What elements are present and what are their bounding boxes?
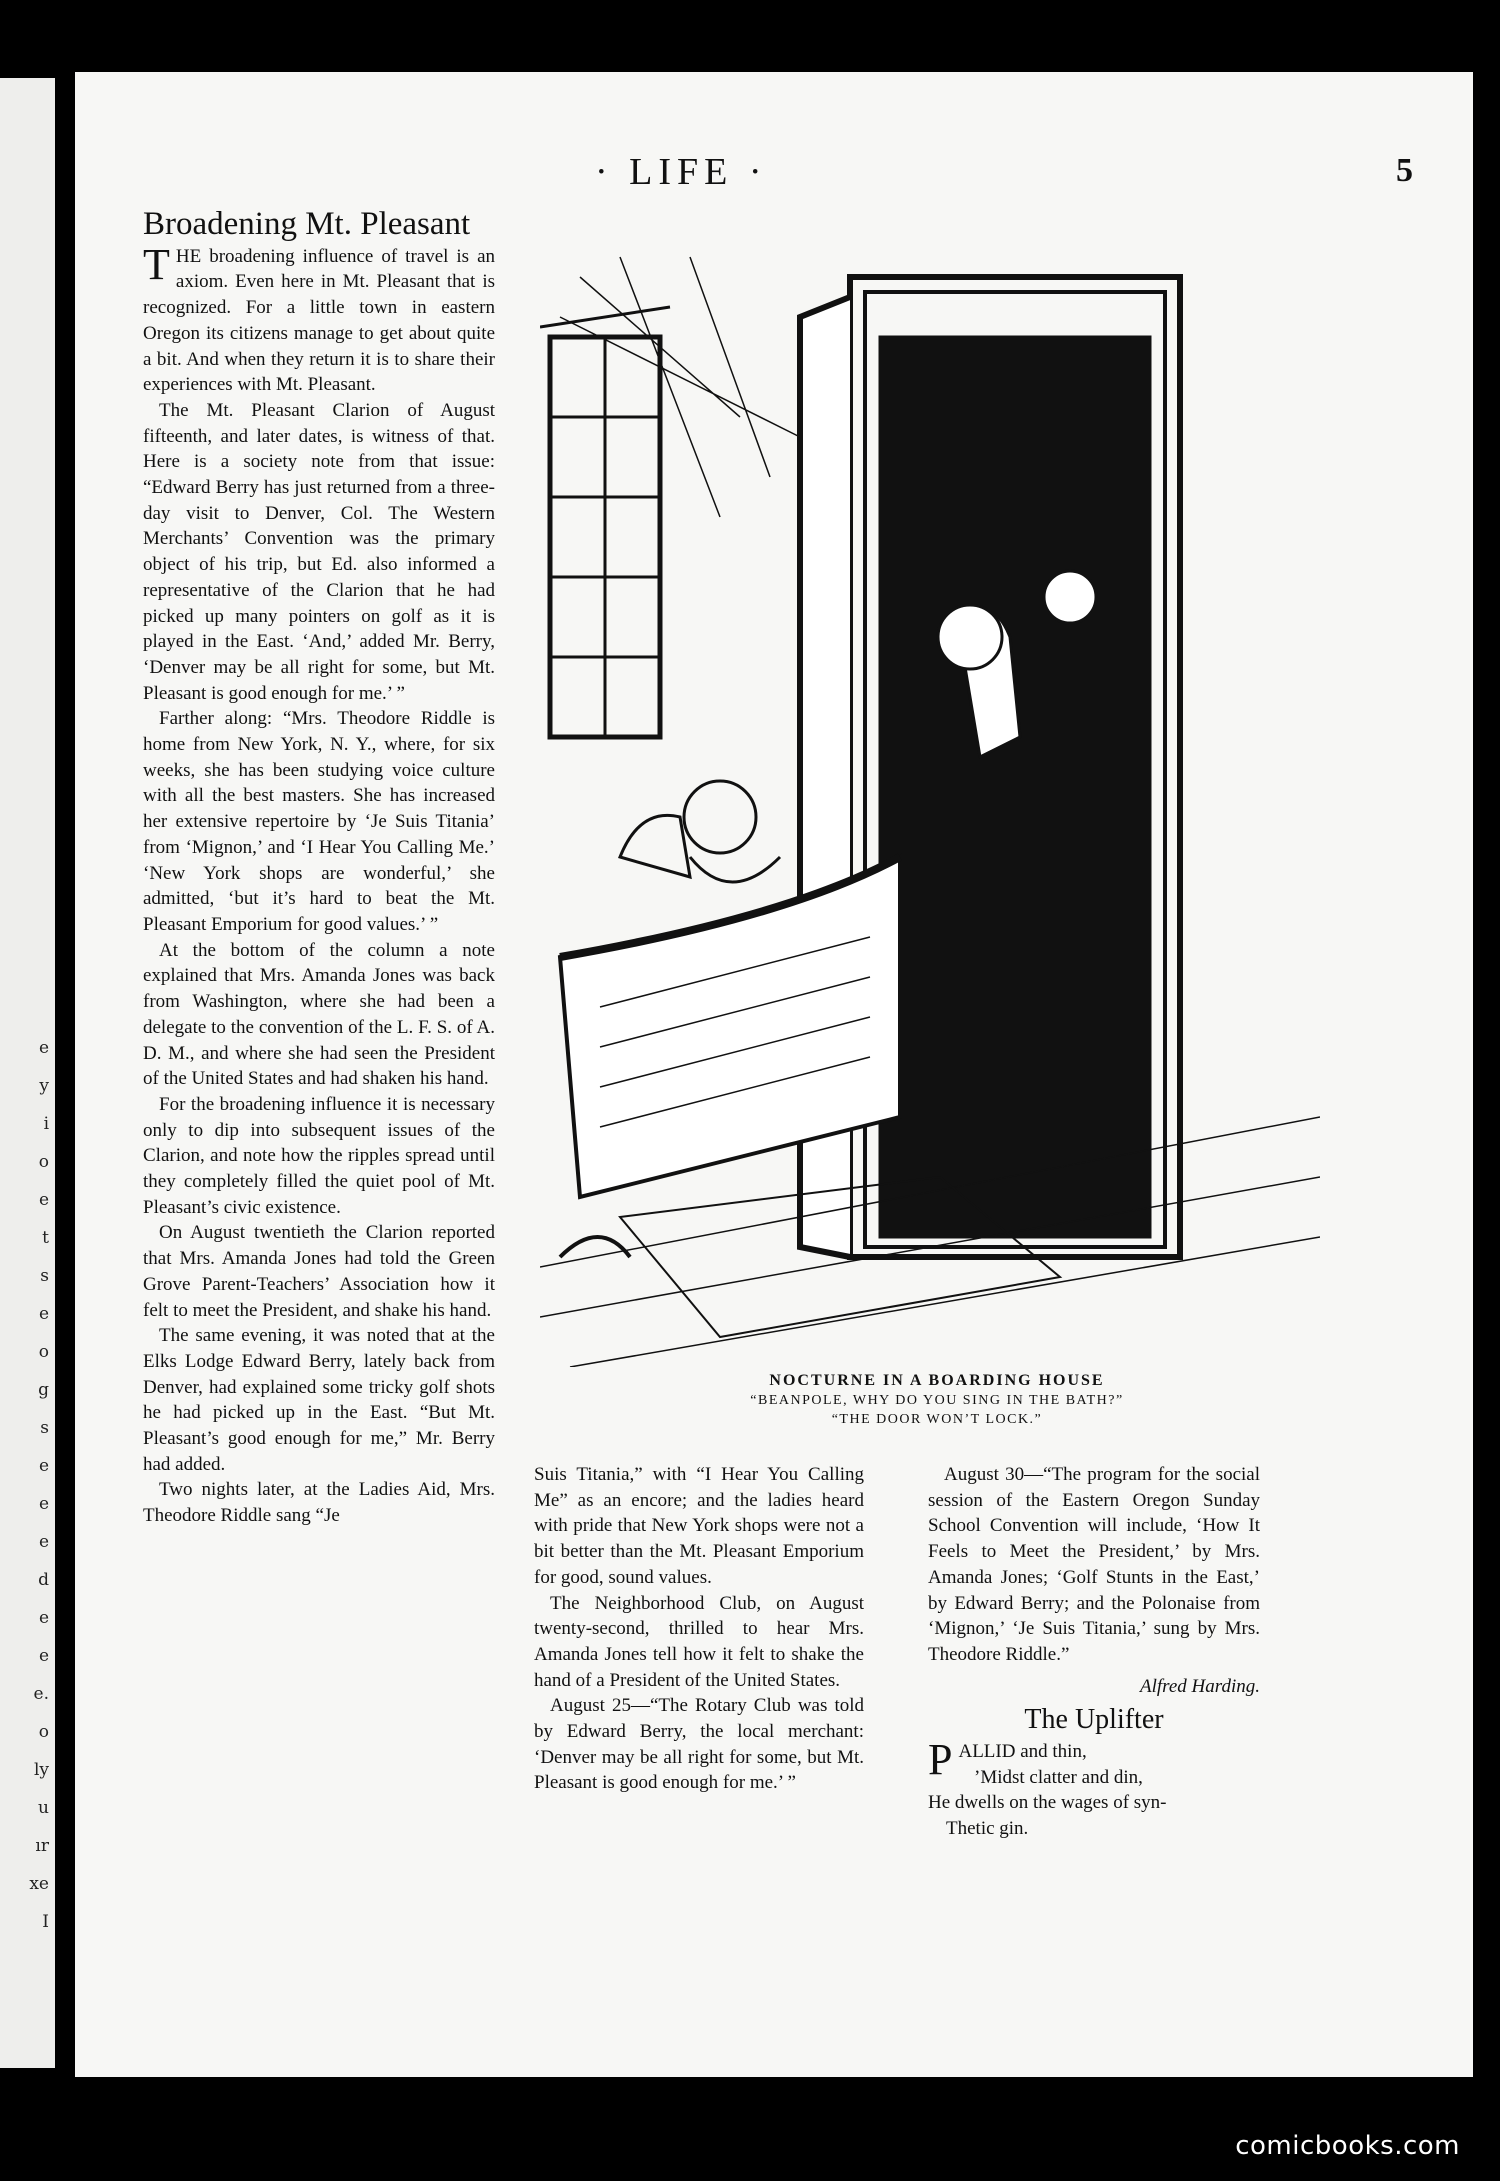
facing-page-letter: e. <box>33 1684 49 1704</box>
facing-page-letter: u <box>38 1798 49 1818</box>
article-paragraph-1: THE broadening influence of travel is an axiom. Even here in Mt. Pleasant that is recognized. For a little town in eastern Oregon its citizens manage to get about quite a bit. And when they return it is to share their experiences with Mt. Pleasant. <box>143 239 495 396</box>
magazine-page <box>75 72 1473 2077</box>
facing-page-letter: xe <box>29 1874 49 1894</box>
facing-page-letter: I <box>42 1912 49 1932</box>
article-paragraph-2: The Mt. Pleasant Clarion of August fifteenth, and later dates, is witness of that. Here is a society note from that issue: “Edward Berry has just returned from a three-day visit to Denver, Col. The Western Merchants’ Convention was the primary object of his trip, but Ed. also informed a representative of the Clarion that he had picked up many pointers on golf as it is played in the East. ‘And,’ added Mr. Berry, ‘Denver may be all right for some, but Mt. Pleasant is good enough for me.’ ” <box>143 399 495 704</box>
facing-page-edge <box>0 78 55 2068</box>
article-paragraph-6: On August twentieth the Clarion reported that Mrs. Amanda Jones had told the Green Grove Parent-Teachers’ Association how it felt to meet the President, and shake his hand. <box>143 1222 495 1321</box>
facing-page-letter: s <box>40 1266 49 1286</box>
article-column-1 <box>143 206 495 1529</box>
facing-page-letter: e <box>38 1608 49 1628</box>
facing-page-letter: s <box>40 1418 49 1438</box>
article-paragraph-12: August 30—“The program for the social session of the Eastern Oregon Sunday School Convention will include, ‘How It Feels to Meet the President,’ by Mrs. Amanda Jones; ‘Golf Stunts in the East,’ by Edward Berry; and the Polonaise from ‘Mignon,’ ‘Je Suis Titania,’ sung by Mrs. Theodore Riddle.” <box>928 1464 1260 1665</box>
facing-page-letter: e <box>38 1304 49 1324</box>
facing-page-letter: t <box>42 1228 49 1248</box>
article-title: Broadening Mt. Pleasant <box>143 206 471 242</box>
article-column-3 <box>928 1462 1260 1842</box>
facing-page-letter: e <box>38 1038 49 1058</box>
poem-line-1: PALLID and thin, <box>928 1735 1087 1785</box>
page-header <box>75 150 1473 200</box>
facing-page-letter: e <box>38 1494 49 1514</box>
article-paragraph-11: August 25—“The Rotary Club was told by Edward Berry, the local merchant: ‘Denver may be all right for some, but Mt. Pleasant is good enough for me.’ ” <box>534 1695 864 1794</box>
illustration-caption <box>527 1372 1347 1428</box>
facing-page-letter: o <box>38 1722 49 1742</box>
facing-page-letter: ly <box>33 1760 49 1780</box>
watermark-text: comicbooks.com <box>1235 2131 1460 2161</box>
facing-page-letter: y <box>39 1076 49 1096</box>
poem-title: The Uplifter <box>1024 1704 1164 1736</box>
article-paragraph-8: Two nights later, at the Ladies Aid, Mrs. Theodore Riddle sang “Je <box>143 1479 495 1527</box>
article-paragraph-7: The same evening, it was noted that at the Elks Lodge Edward Berry, lately back from Denver, had explained some tricky golf shots he had picked up in the East. “But Mt. Pleasant’s good enough for me,” Mr. Berry had added. <box>143 1325 495 1475</box>
facing-page-letter: d <box>38 1570 49 1590</box>
drop-cap: T <box>143 239 170 289</box>
poem-line-3: He dwells on the wages of syn- <box>928 1792 1167 1814</box>
poem-drop-cap: P <box>928 1735 953 1785</box>
article-paragraph-3: Farther along: “Mrs. Theodore Riddle is home from New York, N. Y., where, for six weeks, she has been studying voice culture with all the best masters. She has increased her extensive repertoire by ‘Je Suis Titania’ from ‘Mignon,’ and ‘I Hear You Calling Me.’ ‘New York shops are wonderful,’ she admitted, ‘but it’s hard to beat the Mt. Pleasant Emporium for good values.’ ” <box>143 708 495 935</box>
facing-page-letter: g <box>38 1380 49 1400</box>
facing-page-letter: e <box>38 1456 49 1476</box>
cartoon-illustration <box>540 217 1320 1367</box>
facing-page-letter: e <box>38 1646 49 1666</box>
article-paragraph-10: The Neighborhood Club, on August twenty-second, thrilled to hear Mrs. Amanda Jones tell how it felt to shake the hand of a President of the United States. <box>534 1592 864 1691</box>
facing-page-letter: e <box>38 1190 49 1210</box>
article-paragraph-9: Suis Titania,” with “I Hear You Calling Me” as an encore; and the ladies heard with pride that New York shops were not a bit better than the Mt. Pleasant Emporium for good, sound values. <box>534 1464 864 1588</box>
article-paragraph-5: For the broadening influence it is necessary only to dip into subsequent issues of the Clarion, and note how the ripples spread until they completely filled the quiet pool of Mt. Pleasant’s civic existence. <box>143 1093 495 1218</box>
masthead: · LIFE · <box>595 151 768 193</box>
poem-line-4: Thetic gin. <box>946 1818 1029 1840</box>
caption-dialogue-1: “BEANPOLE, WHY DO YOU SING IN THE BATH?” <box>750 1393 1124 1408</box>
caption-title: NOCTURNE IN A BOARDING HOUSE <box>769 1372 1105 1389</box>
facing-page-letter: o <box>38 1342 49 1362</box>
article-paragraph-4: At the bottom of the column a note explained that Mrs. Amanda Jones was back from Washington, where she had been a delegate to the convention of the L. F. S. of A. D. M., and where she had seen the President of the United States and had shaken his hand. <box>143 939 495 1090</box>
facing-page-letter: i <box>43 1114 49 1134</box>
facing-page-letter: o <box>38 1152 49 1172</box>
poem-line-2: ’Midst clatter and din, <box>974 1766 1143 1788</box>
caption-dialogue-2: “THE DOOR WON’T LOCK.” <box>831 1412 1043 1427</box>
article-column-2 <box>534 1462 864 1796</box>
page-number: 5 <box>1396 152 1413 189</box>
facing-page-letter: ır <box>35 1836 49 1856</box>
author-signature: Alfred Harding. <box>1140 1675 1260 1697</box>
facing-page-letter: e <box>38 1532 49 1552</box>
